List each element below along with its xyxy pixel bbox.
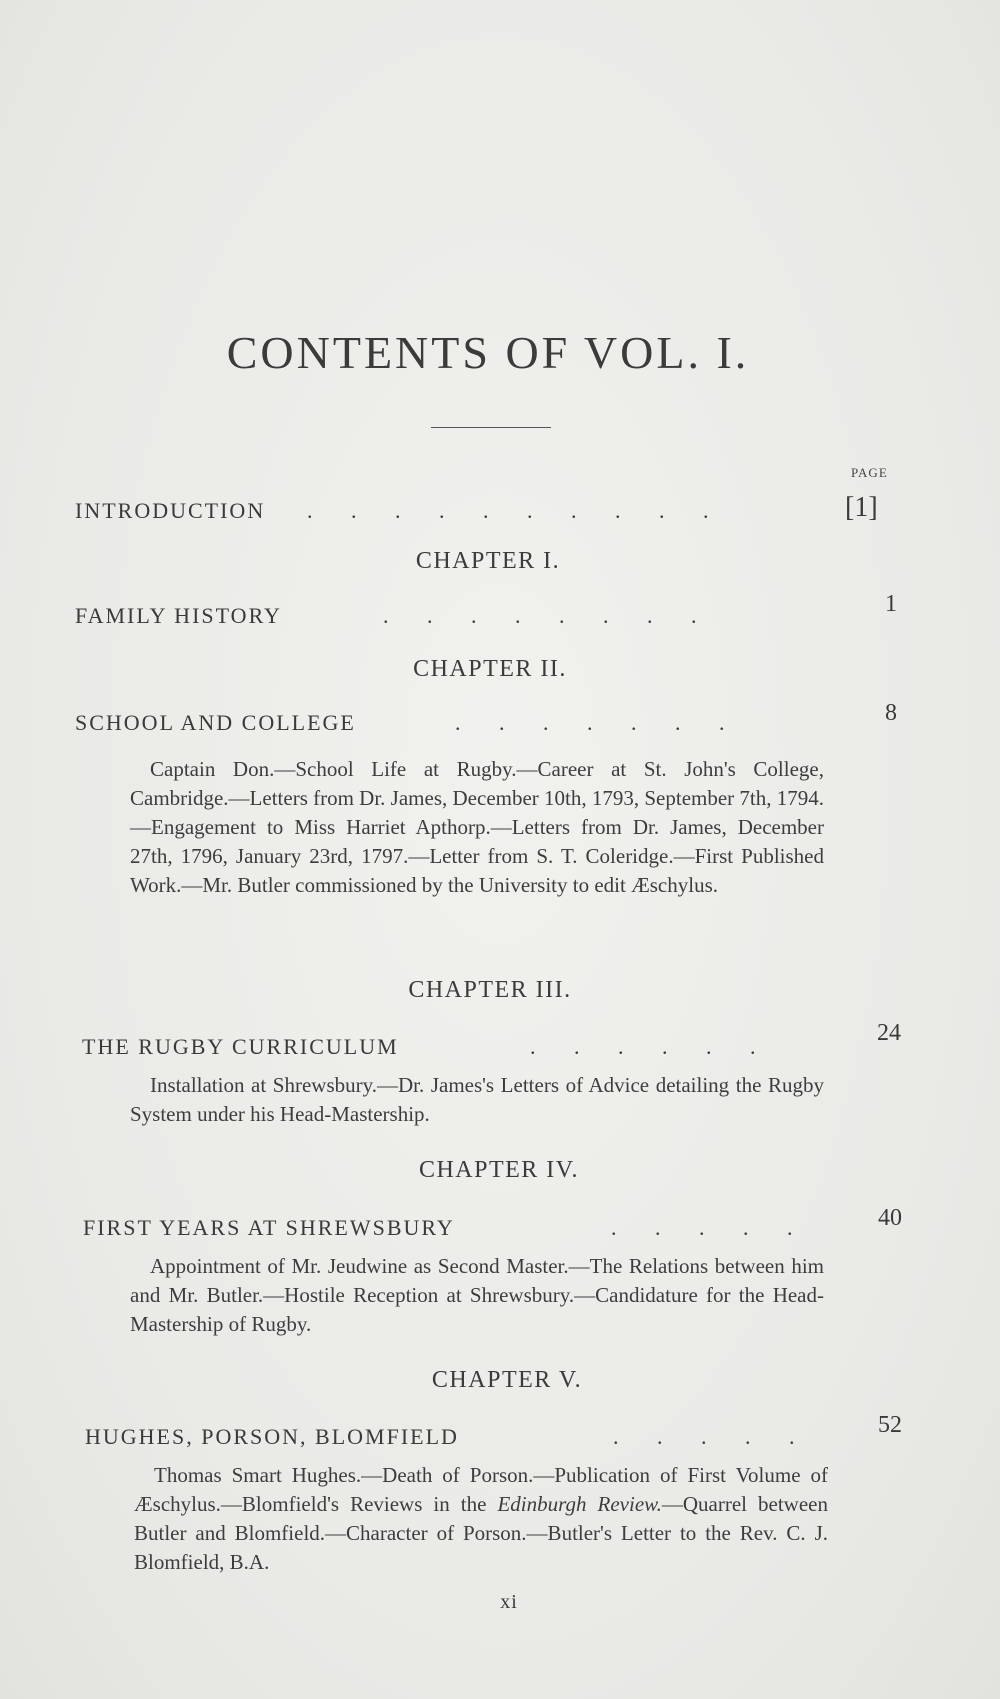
chapter-summary: Appointment of Mr. Jeudwine as Second Master.—The Relations between him and Mr. Butler.—Hostile Reception at Shrewsbury.—Candidature for the Head-Mastership of Rugby.: [130, 1254, 824, 1336]
entry-page-number: 52: [878, 1412, 902, 1438]
dot-leader: . . . . .: [613, 1424, 795, 1449]
entry-page-number: 40: [878, 1205, 902, 1231]
title-rule: [431, 427, 551, 428]
dot-leader: . . . . . . . . . .: [307, 498, 709, 523]
chapter-summary: Captain Don.—School Life at Rugby.—Career at St. John's College, Cambridge.—Letters from Dr. James, December 10th, 1793, September 7th, 1794.—Engagement to Miss Harriet Apthorp.—Letters from Dr. James, December 27th, 1796, January 23rd, 1797.—Letter from S. T. Coleridge.—First Published Work.—Mr. Butler commissioned by the University to edit Æschylus.: [130, 757, 825, 897]
chapter-heading: CHAPTER III.: [408, 977, 572, 1003]
bleed-through-text: [380, 188, 387, 209]
entry-title: HUGHES, PORSON, BLOMFIELD: [85, 1424, 459, 1449]
toc-entry-hughes-porson-blomfield[interactable]: [85, 1412, 902, 1458]
chapter-heading: CHAPTER V.: [431, 1367, 583, 1393]
dot-leader: . . . . . . .: [455, 710, 725, 735]
entry-page-number: 1: [885, 591, 897, 617]
entry-page-number: 24: [877, 1020, 901, 1046]
entry-title: SCHOOL AND COLLEGE: [75, 710, 356, 735]
entry-title: THE RUGBY CURRICULUM: [82, 1034, 399, 1059]
contents-title: CONTENTS OF VOL. I.: [226, 327, 750, 378]
chapter-heading: CHAPTER II.: [413, 656, 567, 682]
toc-entry-introduction[interactable]: [75, 492, 878, 532]
dot-leader: . . . . . . . .: [383, 603, 697, 628]
dot-leader: . . . . .: [611, 1215, 793, 1240]
italic-title: Edinburgh Review.: [497, 1492, 662, 1516]
chapter-summary: Installation at Shrewsbury.—Dr. James's Letters of Advice detailing the Rugby System under his Head-Mastership.: [130, 1073, 824, 1126]
entry-page-number: 8: [885, 700, 897, 726]
page-column-label: PAGE: [851, 465, 888, 480]
chapter-heading: CHAPTER IV.: [418, 1157, 580, 1183]
dot-leader: . . . . . .: [530, 1034, 756, 1059]
entry-title: INTRODUCTION: [75, 498, 266, 523]
chapter-summary: Thomas Smart Hughes.—Death of Porson.—Publication of First Volume of Æschylus.—Blomfield's Reviews in the Edinburgh Review.—Quarrel between Butler and Blomfield.—Character of Porson.—Butler's Letter to the Rev. C. J. Blomfield, B.A.: [134, 1463, 828, 1574]
toc-entry-school-and-college[interactable]: [75, 700, 897, 744]
entry-title: FAMILY HISTORY: [75, 603, 282, 628]
toc-entry-family-history[interactable]: [75, 591, 897, 637]
page-number: xi: [500, 1591, 518, 1613]
toc-entry-first-years[interactable]: [83, 1205, 902, 1249]
toc-entry-rugby-curriculum[interactable]: [82, 1020, 901, 1068]
entry-page-number: [1]: [845, 492, 878, 523]
chapter-heading: CHAPTER I.: [415, 548, 561, 574]
entry-title: FIRST YEARS AT SHREWSBURY: [83, 1215, 455, 1240]
